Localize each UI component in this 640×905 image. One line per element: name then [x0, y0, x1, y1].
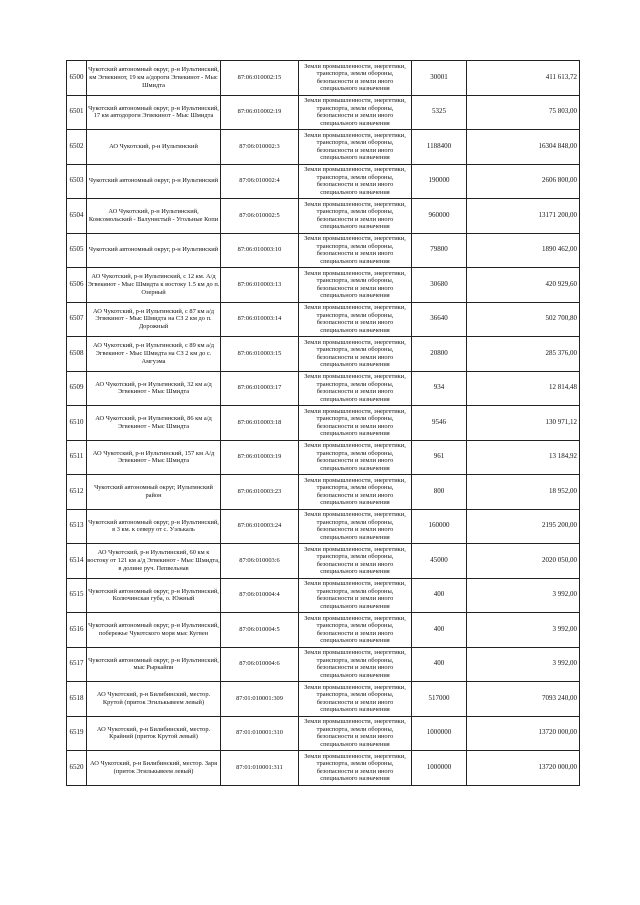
land-category-cell: Земли промышленности, энергетики, транспорта, земли обороны, безопасности и земли иного специального назначения — [299, 544, 412, 579]
area-cell: 30680 — [412, 268, 467, 303]
table-body — [67, 61, 580, 786]
cadastral-value-cell: 2020 050,00 — [467, 544, 580, 579]
row-number-cell: 6511 — [67, 440, 87, 475]
land-category-cell: Земли промышленности, энергетики, транспорта, земли обороны, безопасности и земли иного специального назначения — [299, 233, 412, 268]
land-category-cell: Земли промышленности, энергетики, транспорта, земли обороны, безопасности и земли иного специального назначения — [299, 509, 412, 544]
table-row — [67, 509, 580, 544]
table-row — [67, 544, 580, 579]
address-cell: Чукотский автономный округ, Иультинский район — [87, 475, 221, 510]
cadastral-number-cell: 87:06:010002:5 — [221, 199, 299, 234]
address-cell: АО Чукотский, р-н Иультинский, с 89 км а/д Эгвекинот - Мыс Шмидта на СЗ 2 км до с. Амгуэма — [87, 337, 221, 372]
cadastral-number-cell: 87:06:010003:18 — [221, 406, 299, 441]
area-cell: 1188400 — [412, 130, 467, 165]
area-cell: 79800 — [412, 233, 467, 268]
row-number-cell: 6508 — [67, 337, 87, 372]
row-number-cell: 6519 — [67, 716, 87, 751]
row-number-cell: 6504 — [67, 199, 87, 234]
cadastral-value-cell: 411 613,72 — [467, 61, 580, 96]
address-cell: Чукотский автономный округ, р-н Иультинский, мыс Рыркайпи — [87, 647, 221, 682]
row-number-cell: 6501 — [67, 95, 87, 130]
cadastral-number-cell: 87:06:010003:17 — [221, 371, 299, 406]
row-number-cell: 6514 — [67, 544, 87, 579]
table-row — [67, 302, 580, 337]
table-row — [67, 406, 580, 441]
area-cell: 190000 — [412, 164, 467, 199]
area-cell: 400 — [412, 613, 467, 648]
table-row — [67, 164, 580, 199]
cadastral-number-cell: 87:01:010001:309 — [221, 682, 299, 717]
land-registry-table — [66, 60, 580, 786]
area-cell: 36640 — [412, 302, 467, 337]
cadastral-value-cell: 75 803,00 — [467, 95, 580, 130]
row-number-cell: 6502 — [67, 130, 87, 165]
cadastral-number-cell: 87:06:010003:19 — [221, 440, 299, 475]
cadastral-value-cell: 420 929,60 — [467, 268, 580, 303]
cadastral-value-cell: 13171 200,00 — [467, 199, 580, 234]
area-cell: 20800 — [412, 337, 467, 372]
address-cell: АО Чукотский, р-н Иультинский — [87, 130, 221, 165]
address-cell: АО Чукотский, р-н Иультинский, Комсомольский - Валунистый - Угольные Копи — [87, 199, 221, 234]
area-cell: 160000 — [412, 509, 467, 544]
table-row — [67, 647, 580, 682]
table-row — [67, 233, 580, 268]
area-cell: 934 — [412, 371, 467, 406]
cadastral-value-cell: 7093 240,00 — [467, 682, 580, 717]
row-number-cell: 6515 — [67, 578, 87, 613]
land-category-cell: Земли промышленности, энергетики, транспорта, земли обороны, безопасности и земли иного специального назначения — [299, 164, 412, 199]
land-category-cell: Земли промышленности, энергетики, транспорта, земли обороны, безопасности и земли иного специального назначения — [299, 406, 412, 441]
area-cell: 400 — [412, 647, 467, 682]
cadastral-number-cell: 87:01:010001:310 — [221, 716, 299, 751]
cadastral-number-cell: 87:06:010003:14 — [221, 302, 299, 337]
row-number-cell: 6518 — [67, 682, 87, 717]
cadastral-value-cell: 502 700,80 — [467, 302, 580, 337]
cadastral-value-cell: 3 992,00 — [467, 613, 580, 648]
address-cell: АО Чукотский, р-н Иультинский, с 87 км а/д Эгвекинот - Мыс Шмидта на СЗ 2 км до п. Дорожный — [87, 302, 221, 337]
address-cell: АО Чукотский, р-н Иультинский, 157 км А/д Эгвекинот - Мыс Шмидта — [87, 440, 221, 475]
address-cell: Чукотский автономный округ, р-н Иультинский, побережье Чукотского моря мыс Кугвен — [87, 613, 221, 648]
address-cell: Чукотский автономный округ, р-н Иультинский — [87, 233, 221, 268]
cadastral-value-cell: 3 992,00 — [467, 647, 580, 682]
cadastral-value-cell: 2195 200,00 — [467, 509, 580, 544]
table-row — [67, 440, 580, 475]
cadastral-number-cell: 87:06:010003:13 — [221, 268, 299, 303]
table-row — [67, 61, 580, 96]
address-cell: Чукотский автономный округ, р-н Иультинский — [87, 164, 221, 199]
table-row — [67, 95, 580, 130]
row-number-cell: 6516 — [67, 613, 87, 648]
cadastral-value-cell: 130 971,12 — [467, 406, 580, 441]
area-cell: 9546 — [412, 406, 467, 441]
cadastral-value-cell: 13720 000,00 — [467, 716, 580, 751]
land-category-cell: Земли промышленности, энергетики, транспорта, земли обороны, безопасности и земли иного специального назначения — [299, 682, 412, 717]
row-number-cell: 6506 — [67, 268, 87, 303]
land-category-cell: Земли промышленности, энергетики, транспорта, земли обороны, безопасности и земли иного специального назначения — [299, 302, 412, 337]
cadastral-number-cell: 87:06:010002:19 — [221, 95, 299, 130]
cadastral-number-cell: 87:06:010003:23 — [221, 475, 299, 510]
area-cell: 1000000 — [412, 751, 467, 786]
land-category-cell: Земли промышленности, энергетики, транспорта, земли обороны, безопасности и земли иного специального назначения — [299, 440, 412, 475]
row-number-cell: 6512 — [67, 475, 87, 510]
cadastral-number-cell: 87:06:010003:24 — [221, 509, 299, 544]
row-number-cell: 6520 — [67, 751, 87, 786]
cadastral-value-cell: 3 992,00 — [467, 578, 580, 613]
area-cell: 800 — [412, 475, 467, 510]
table-row — [67, 716, 580, 751]
table-row — [67, 682, 580, 717]
land-category-cell: Земли промышленности, энергетики, транспорта, земли обороны, безопасности и земли иного специального назначения — [299, 61, 412, 96]
address-cell: АО Чукотский, р-н Билибинский, местор. Крутой (приток Эгилькывеем левый) — [87, 682, 221, 717]
address-cell: Чукотский автономный округ, р-н Иультинский, Колючинская губа, о. Южный — [87, 578, 221, 613]
table-row — [67, 578, 580, 613]
land-category-cell: Земли промышленности, энергетики, транспорта, земли обороны, безопасности и земли иного специального назначения — [299, 475, 412, 510]
address-cell: Чукотский автономный округ, р-н Иультинский, 17 км автодороги Эгвекинот - Мыс Шмидта — [87, 95, 221, 130]
land-category-cell: Земли промышленности, энергетики, транспорта, земли обороны, безопасности и земли иного специального назначения — [299, 371, 412, 406]
cadastral-number-cell: 87:06:010004:5 — [221, 613, 299, 648]
table-row — [67, 199, 580, 234]
row-number-cell: 6513 — [67, 509, 87, 544]
row-number-cell: 6517 — [67, 647, 87, 682]
row-number-cell: 6500 — [67, 61, 87, 96]
land-category-cell: Земли промышленности, энергетики, транспорта, земли обороны, безопасности и земли иного специального назначения — [299, 613, 412, 648]
land-category-cell: Земли промышленности, энергетики, транспорта, земли обороны, безопасности и земли иного специального назначения — [299, 337, 412, 372]
cadastral-number-cell: 87:06:010004:6 — [221, 647, 299, 682]
cadastral-number-cell: 87:06:010002:4 — [221, 164, 299, 199]
area-cell: 960000 — [412, 199, 467, 234]
cadastral-value-cell: 1890 462,00 — [467, 233, 580, 268]
table-row — [67, 337, 580, 372]
table-row — [67, 268, 580, 303]
address-cell: АО Чукотский, р-н Иультинский, 32 км а/д Эгвекинот - Мыс Шмидта — [87, 371, 221, 406]
cadastral-number-cell: 87:06:010004:4 — [221, 578, 299, 613]
address-cell: АО Чукотский, р-н Иультинский, с 12 км. А/д Эгвекинот - Мыс Шмидта к востоку 1.5 км до п. Озерный — [87, 268, 221, 303]
area-cell: 1000000 — [412, 716, 467, 751]
cadastral-number-cell: 87:06:010003:15 — [221, 337, 299, 372]
cadastral-value-cell: 13 184,92 — [467, 440, 580, 475]
address-cell: АО Чукотский, р-н Иультинский, 86 км а/д Эгвекинот - Мыс Шмидта — [87, 406, 221, 441]
land-category-cell: Земли промышленности, энергетики, транспорта, земли обороны, безопасности и земли иного специального назначения — [299, 199, 412, 234]
cadastral-value-cell: 285 376,00 — [467, 337, 580, 372]
area-cell: 45000 — [412, 544, 467, 579]
row-number-cell: 6507 — [67, 302, 87, 337]
land-category-cell: Земли промышленности, энергетики, транспорта, земли обороны, безопасности и земли иного специального назначения — [299, 95, 412, 130]
address-cell: АО Чукотский, р-н Билибинский, местор. Крайний (приток Крутой левый) — [87, 716, 221, 751]
address-cell: АО Чукотский, р-н Билибинский, местор. Заря (приток Эгилькывеем левый) — [87, 751, 221, 786]
land-category-cell: Земли промышленности, энергетики, транспорта, земли обороны, безопасности и земли иного специального назначения — [299, 716, 412, 751]
row-number-cell: 6510 — [67, 406, 87, 441]
table-row — [67, 130, 580, 165]
cadastral-value-cell: 16304 848,00 — [467, 130, 580, 165]
table-row — [67, 371, 580, 406]
table-row — [67, 613, 580, 648]
address-cell: Чукотский автономный округ, р-н Иультинский, в 3 км. к северу от с. Уэлькаль — [87, 509, 221, 544]
land-category-cell: Земли промышленности, энергетики, транспорта, земли обороны, безопасности и земли иного специального назначения — [299, 647, 412, 682]
cadastral-number-cell: 87:01:010001:311 — [221, 751, 299, 786]
area-cell: 961 — [412, 440, 467, 475]
area-cell: 30001 — [412, 61, 467, 96]
row-number-cell: 6505 — [67, 233, 87, 268]
row-number-cell: 6503 — [67, 164, 87, 199]
land-category-cell: Земли промышленности, энергетики, транспорта, земли обороны, безопасности и земли иного специального назначения — [299, 268, 412, 303]
cadastral-number-cell: 87:06:010002:15 — [221, 61, 299, 96]
cadastral-value-cell: 12 814,48 — [467, 371, 580, 406]
table-row — [67, 475, 580, 510]
cadastral-value-cell: 2606 800,00 — [467, 164, 580, 199]
address-cell: АО Чукотский, р-н Иультинский, 60 км к востоку от 121 км а/д Эгвекинот - Мыс Шмидта, в долине руч. Пепвельнав — [87, 544, 221, 579]
cadastral-number-cell: 87:06:010002:3 — [221, 130, 299, 165]
cadastral-number-cell: 87:06:010003:10 — [221, 233, 299, 268]
area-cell: 5325 — [412, 95, 467, 130]
area-cell: 400 — [412, 578, 467, 613]
address-cell: Чукотский автономный округ, р-н Иультинский, км Эгвекинот, 19 км а/дороги Эгвекинот - Мыс Шмидта — [87, 61, 221, 96]
cadastral-value-cell: 13720 000,00 — [467, 751, 580, 786]
cadastral-value-cell: 18 952,00 — [467, 475, 580, 510]
table-row — [67, 751, 580, 786]
cadastral-number-cell: 87:06:010003:6 — [221, 544, 299, 579]
area-cell: 517000 — [412, 682, 467, 717]
land-category-cell: Земли промышленности, энергетики, транспорта, земли обороны, безопасности и земли иного специального назначения — [299, 751, 412, 786]
land-category-cell: Земли промышленности, энергетики, транспорта, земли обороны, безопасности и земли иного специального назначения — [299, 130, 412, 165]
land-category-cell: Земли промышленности, энергетики, транспорта, земли обороны, безопасности и земли иного специального назначения — [299, 578, 412, 613]
row-number-cell: 6509 — [67, 371, 87, 406]
